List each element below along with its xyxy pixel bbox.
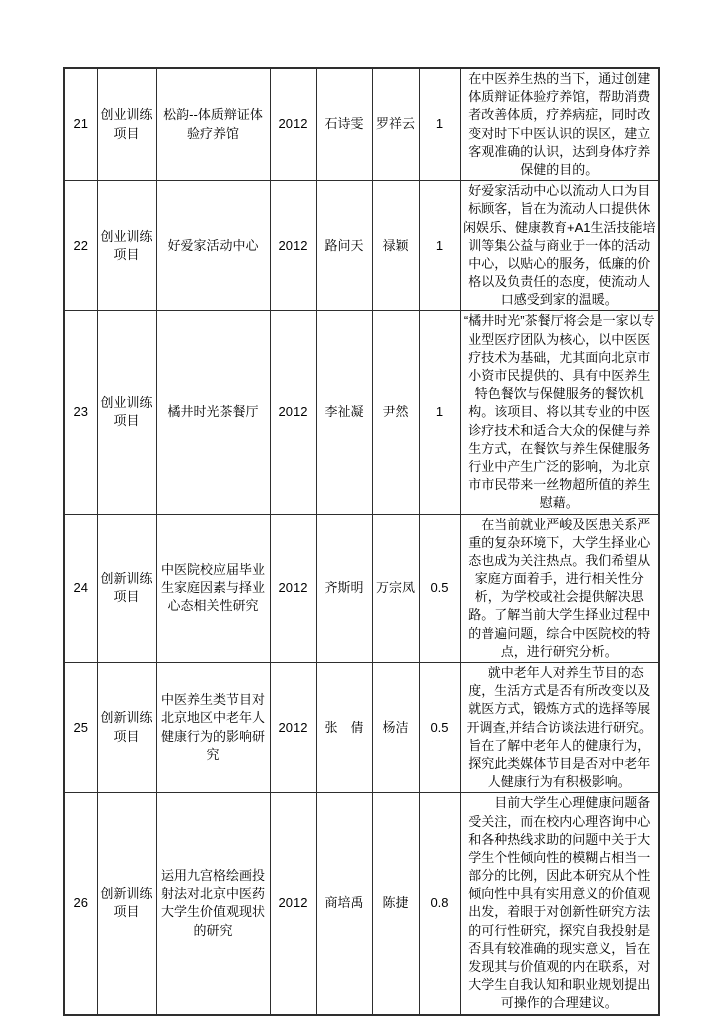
table-row xyxy=(64,181,659,311)
project-number: 24 xyxy=(64,514,97,663)
project-type: 创新训练项目 xyxy=(97,663,156,793)
table-row xyxy=(64,68,659,181)
project-number: 22 xyxy=(64,181,97,311)
project-description: 在当前就业严峻及医患关系严重的复杂环境下，大学生择业心态也成为关注热点。我们希望从家庭方面着手，进行相关性分析，为学校或社会提供解决思路。了解当前大学生择业过程中的普遍问题，综合中医院校的特点，进行研究分析。 xyxy=(460,514,659,663)
project-member: 万宗凤 xyxy=(372,514,419,663)
project-year: 2012 xyxy=(270,68,316,181)
project-leader: 张 倩 xyxy=(316,663,372,793)
project-year: 2012 xyxy=(270,793,316,1015)
project-number: 23 xyxy=(64,311,97,514)
project-leader: 商培禹 xyxy=(316,793,372,1015)
project-member: 陈捷 xyxy=(372,793,419,1015)
project-year: 2012 xyxy=(270,663,316,793)
projects-table xyxy=(63,67,660,1016)
project-score: 0.5 xyxy=(419,663,460,793)
project-year: 2012 xyxy=(270,311,316,514)
project-leader: 齐斯明 xyxy=(316,514,372,663)
project-description: 就中老年人对养生节目的态度，生活方式是否有所改变以及就医方式，锻炼方式的选择等展开调查,并结合访谈法进行研究。旨在了解中老年人的健康行为，探究此类媒体节目是否对中老年人健康行为有积极影响。 xyxy=(460,663,659,793)
project-number: 25 xyxy=(64,663,97,793)
project-name: 橘井时光茶餐厅 xyxy=(156,311,270,514)
project-score: 0.8 xyxy=(419,793,460,1015)
project-leader: 路问天 xyxy=(316,181,372,311)
project-score: 1 xyxy=(419,181,460,311)
project-member: 罗祥云 xyxy=(372,68,419,181)
project-name: 中医养生类节目对北京地区中老年人健康行为的影响研究 xyxy=(156,663,270,793)
project-type: 创新训练项目 xyxy=(97,793,156,1015)
project-description: 好爱家活动中心以流动人口为目标顾客，旨在为流动人口提供休闲娱乐、健康教育+A1生活技能培训等集公益与商业于一体的活动中心，以贴心的服务，低廉的价格以及负责任的态度，使流动人口感受到家的温暖。 xyxy=(460,181,659,311)
project-leader: 李祉凝 xyxy=(316,311,372,514)
table-row xyxy=(64,514,659,663)
project-type: 创业训练项目 xyxy=(97,181,156,311)
table-row xyxy=(64,793,659,1015)
table-row xyxy=(64,663,659,793)
project-description: 在中医养生热的当下，通过创建体质辩证体验疗养馆，帮助消费者改善体质，疗养病症，同时改变对时下中医认识的误区，建立客观准确的认识，达到身体疗养保健的目的。 xyxy=(460,68,659,181)
project-score: 1 xyxy=(419,68,460,181)
project-description: 目前大学生心理健康问题备受关注，而在校内心理咨询中心和各种热线求助的问题中关于大学生个性倾向性的模糊占相当一部分的比例，因此本研究从个性倾向性中具有实用意义的价值观出发，着眼于对创新性研究方法的可行性研究，探究自我投射是否具有较准确的现实意义，旨在发现其与价值观的内在联系，对大学生自我认知和职业规划提出可操作的合理建议。 xyxy=(460,793,659,1015)
project-year: 2012 xyxy=(270,514,316,663)
project-member: 禄颖 xyxy=(372,181,419,311)
project-score: 0.5 xyxy=(419,514,460,663)
project-member: 杨洁 xyxy=(372,663,419,793)
project-name: 好爱家活动中心 xyxy=(156,181,270,311)
table-row xyxy=(64,311,659,514)
project-description: “橘井时光”茶餐厅将会是一家以专业型医疗团队为核心，以中医医疗技术为基础，尤其面向北京市小资市民提供的、具有中医养生特色餐饮与保健服务的餐饮机构。该项目、将以其专业的中医诊疗技术和适合大众的保健与养生方式，在餐饮与养生保健服务行业中产生广泛的影响，为北京市市民带来一丝物超所值的养生慰藉。 xyxy=(460,311,659,514)
project-leader: 石诗雯 xyxy=(316,68,372,181)
project-number: 26 xyxy=(64,793,97,1015)
project-name: 中医院校应届毕业生家庭因素与择业心态相关性研究 xyxy=(156,514,270,663)
project-number: 21 xyxy=(64,68,97,181)
project-score: 1 xyxy=(419,311,460,514)
project-member: 尹然 xyxy=(372,311,419,514)
project-type: 创业训练项目 xyxy=(97,311,156,514)
project-type: 创新训练项目 xyxy=(97,514,156,663)
project-year: 2012 xyxy=(270,181,316,311)
project-type: 创业训练项目 xyxy=(97,68,156,181)
project-name: 松韵--体质辩证体验疗养馆 xyxy=(156,68,270,181)
project-name: 运用九宫格绘画投射法对北京中医药大学生价值观现状的研究 xyxy=(156,793,270,1015)
